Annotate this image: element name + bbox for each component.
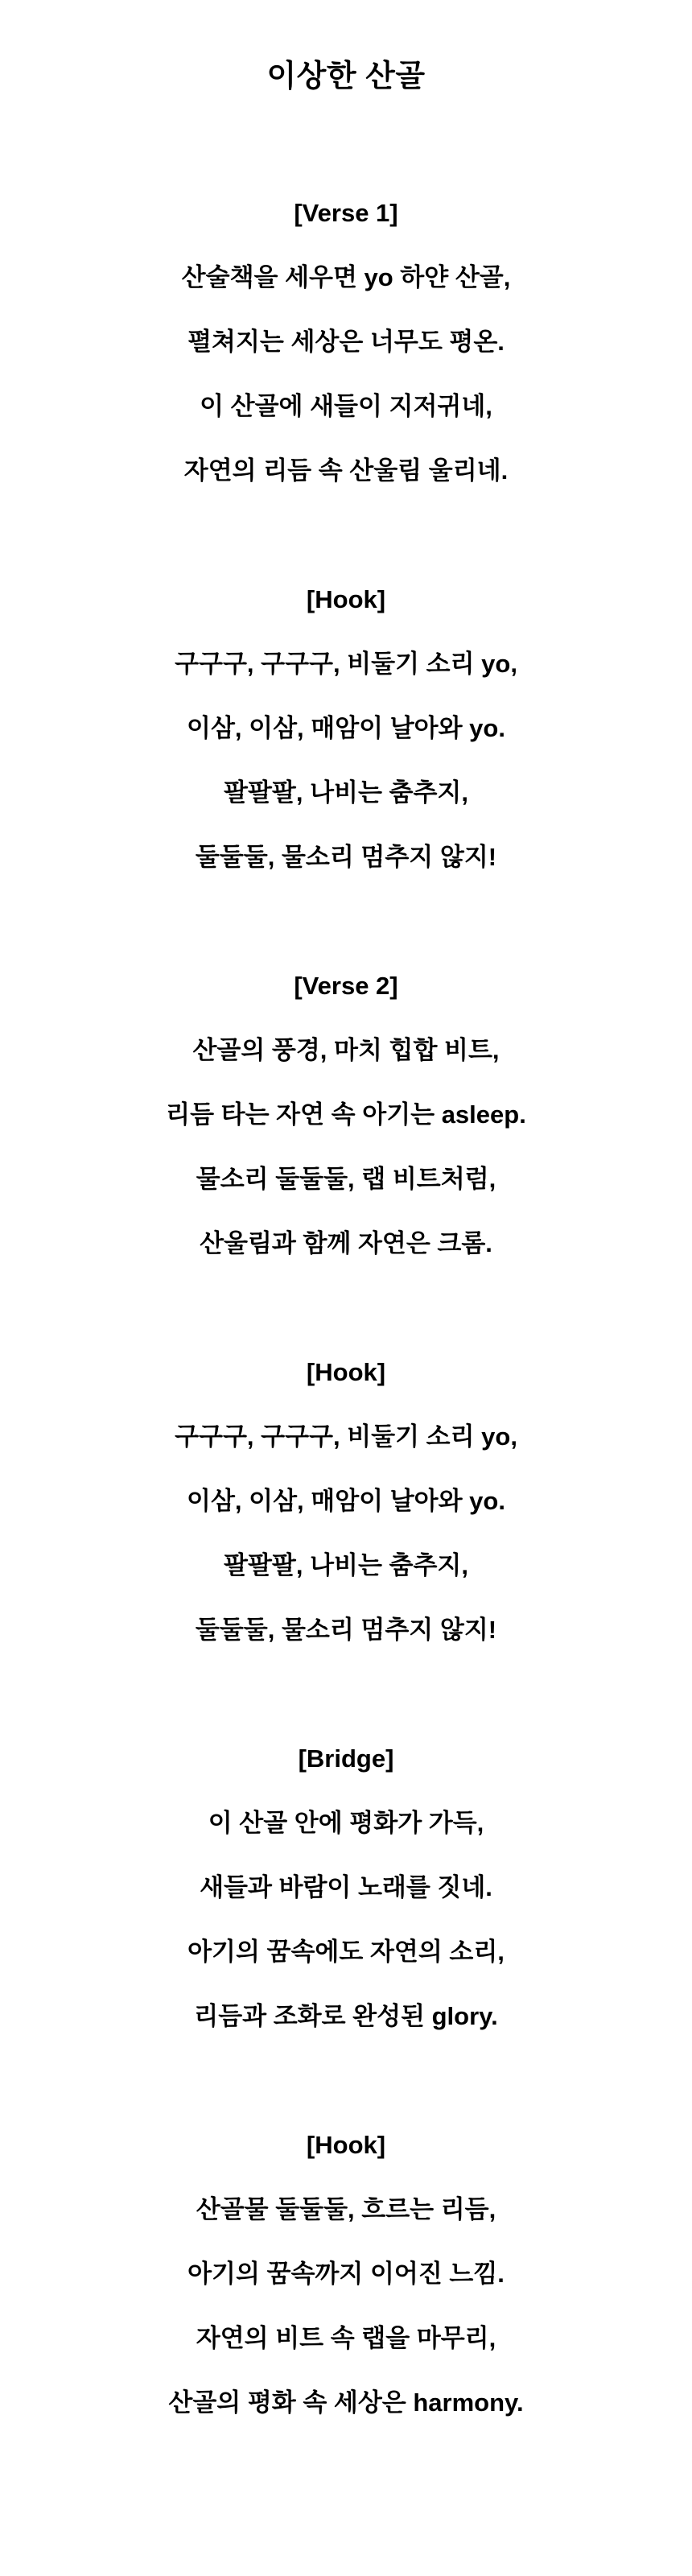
section-hook-2 xyxy=(0,1340,692,1662)
lyric-line: 구구구, 구구구, 비둘기 소리 yo, xyxy=(175,650,517,678)
lyric-line: 아기의 꿈속에도 자연의 소리, xyxy=(187,1938,505,1966)
lyric-line: 이삼, 이삼, 매암이 날아와 yo. xyxy=(187,714,505,742)
lyric-line: 물소리 둘둘둘, 랩 비트처럼, xyxy=(196,1165,496,1193)
lyric-line: 아기의 꿈속까지 이어진 느낌. xyxy=(187,2260,505,2288)
lyric-line: 이삼, 이삼, 매암이 날아와 yo. xyxy=(187,1487,505,1515)
lyric-line: 리듬과 조화로 완성된 glory. xyxy=(194,2002,498,2030)
song-title: 이상한 산골 xyxy=(266,60,426,93)
lyric-line: 산골의 평화 속 세상은 harmony. xyxy=(168,2388,524,2417)
section-label: [Bridge] xyxy=(298,1744,394,1773)
lyric-line: 팔팔팔, 나비는 춤추지, xyxy=(224,1551,468,1579)
lyric-line: 팔팔팔, 나비는 춤추지, xyxy=(224,778,468,807)
lyric-line: 리듬 타는 자연 속 아기는 asleep. xyxy=(166,1100,526,1129)
section-label: [Verse 1] xyxy=(294,199,398,227)
lyric-line: 이 산골 안에 평화가 가득, xyxy=(208,1809,484,1837)
lyric-line: 산골의 풍경, 마치 힙합 비트, xyxy=(192,1036,500,1064)
section-verse-1 xyxy=(0,181,692,503)
section-hook-3 xyxy=(0,2113,692,2435)
section-label: [Hook] xyxy=(306,1358,386,1386)
lyric-line: 구구구, 구구구, 비둘기 소리 yo, xyxy=(175,1422,517,1451)
lyric-line: 펼쳐지는 세상은 너무도 평온. xyxy=(187,328,505,356)
section-label: [Verse 2] xyxy=(294,972,398,1000)
section-verse-2 xyxy=(0,954,692,1276)
lyric-line: 자연의 리듬 속 산울림 울리네. xyxy=(183,456,509,485)
lyric-line: 둘둘둘, 물소리 멈추지 않지! xyxy=(195,843,497,871)
section-label: [Hook] xyxy=(306,585,386,613)
section-label: [Hook] xyxy=(306,2131,386,2159)
lyric-line: 산술책을 세우면 yo 하얀 산골, xyxy=(181,263,511,291)
lyric-line: 이 산골에 새들이 지저귀네, xyxy=(200,392,492,420)
lyric-line: 둘둘둘, 물소리 멈추지 않지! xyxy=(195,1616,497,1644)
lyric-line: 자연의 비트 속 랩을 마무리, xyxy=(196,2324,496,2352)
lyric-line: 새들과 바람이 노래를 짓네. xyxy=(200,1873,492,1901)
section-hook-1 xyxy=(0,568,692,890)
lyric-line: 산울림과 함께 자연은 크롬. xyxy=(200,1229,492,1257)
section-bridge xyxy=(0,1727,692,2049)
lyric-line: 산골물 둘둘둘, 흐르는 리듬, xyxy=(196,2195,496,2223)
